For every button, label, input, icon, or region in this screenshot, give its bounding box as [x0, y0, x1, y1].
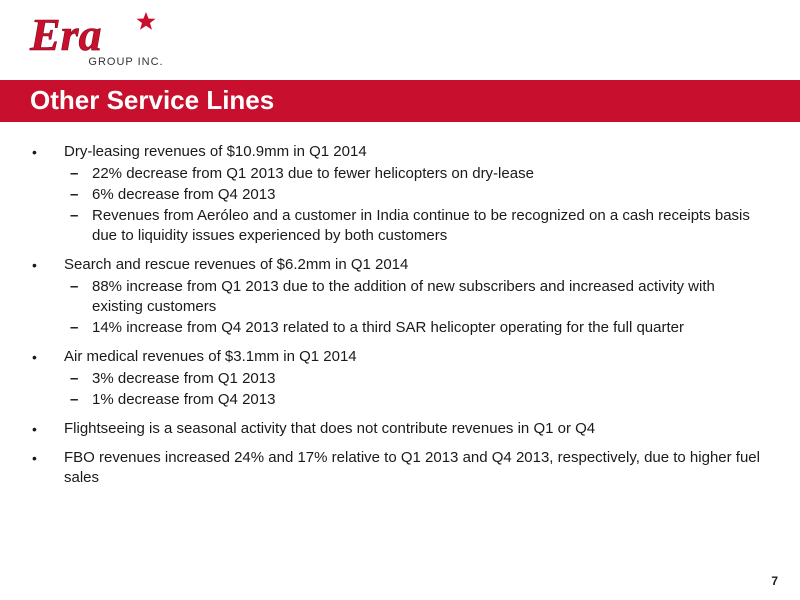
bullet-icon: • [32, 450, 37, 466]
sub-bullet-item [64, 164, 760, 184]
era-logo [24, 8, 164, 70]
sub-bullet-item [64, 390, 760, 410]
sub-bullet-list [64, 369, 760, 410]
bullet-icon: • [32, 349, 37, 365]
sub-bullet-text: 22% decrease from Q1 2013 due to fewer helicopters on dry-lease [92, 165, 534, 182]
dash-icon: – [70, 165, 79, 182]
sub-bullet-item [64, 206, 760, 246]
bullet-text: Air medical revenues of $3.1mm in Q1 2014 [64, 348, 357, 365]
sub-bullet-text: Revenues from Aeróleo and a customer in India continue to be recognized on a cash receipts basis due to liquidity issues experienced by both customers [92, 207, 750, 244]
sub-bullet-text: 88% increase from Q1 2013 due to the addition of new subscribers and increased activity with existing customers [92, 278, 715, 315]
sub-bullet-text: 6% decrease from Q4 2013 [92, 186, 276, 203]
sub-bullet-item [64, 277, 760, 317]
bullet-text: FBO revenues increased 24% and 17% relative to Q1 2013 and Q4 2013, respectively, due to higher fuel sales [64, 449, 760, 486]
era-wordmark: Era [30, 9, 102, 58]
bullet-item [30, 419, 760, 439]
sub-bullet-text: 14% increase from Q4 2013 related to a third SAR helicopter operating for the full quarter [92, 319, 684, 336]
dash-icon: – [70, 370, 79, 387]
dash-icon: – [70, 278, 79, 295]
title-bar [0, 80, 800, 122]
slide-content [30, 142, 760, 497]
bullet-item [30, 255, 760, 338]
dash-icon: – [70, 207, 79, 224]
sub-bullet-item [64, 185, 760, 205]
bullet-item [30, 448, 760, 488]
bullet-text: Dry-leasing revenues of $10.9mm in Q1 2014 [64, 143, 367, 160]
era-logo-mark [24, 8, 164, 58]
sub-bullet-item [64, 318, 760, 338]
sub-bullet-item [64, 369, 760, 389]
bullet-icon: • [32, 421, 37, 437]
sub-bullet-list [64, 277, 760, 338]
bullet-list [30, 142, 760, 488]
bullet-text: Search and rescue revenues of $6.2mm in Q1 2014 [64, 256, 409, 273]
logo-subtitle: GROUP INC. [88, 56, 164, 68]
bullet-text: Flightseeing is a seasonal activity that does not contribute revenues in Q1 or Q4 [64, 420, 596, 437]
dash-icon: – [70, 391, 79, 408]
bullet-item [30, 142, 760, 246]
dash-icon: – [70, 319, 79, 336]
star-icon [136, 12, 155, 30]
bullet-icon: • [32, 144, 37, 160]
page-title: Other Service Lines [30, 85, 275, 115]
sub-bullet-list [64, 164, 760, 246]
bullet-item [30, 347, 760, 410]
sub-bullet-text: 1% decrease from Q4 2013 [92, 391, 276, 408]
sub-bullet-text: 3% decrease from Q1 2013 [92, 370, 276, 387]
bullet-icon: • [32, 257, 37, 273]
page-number: 7 [771, 574, 778, 588]
dash-icon: – [70, 186, 79, 203]
